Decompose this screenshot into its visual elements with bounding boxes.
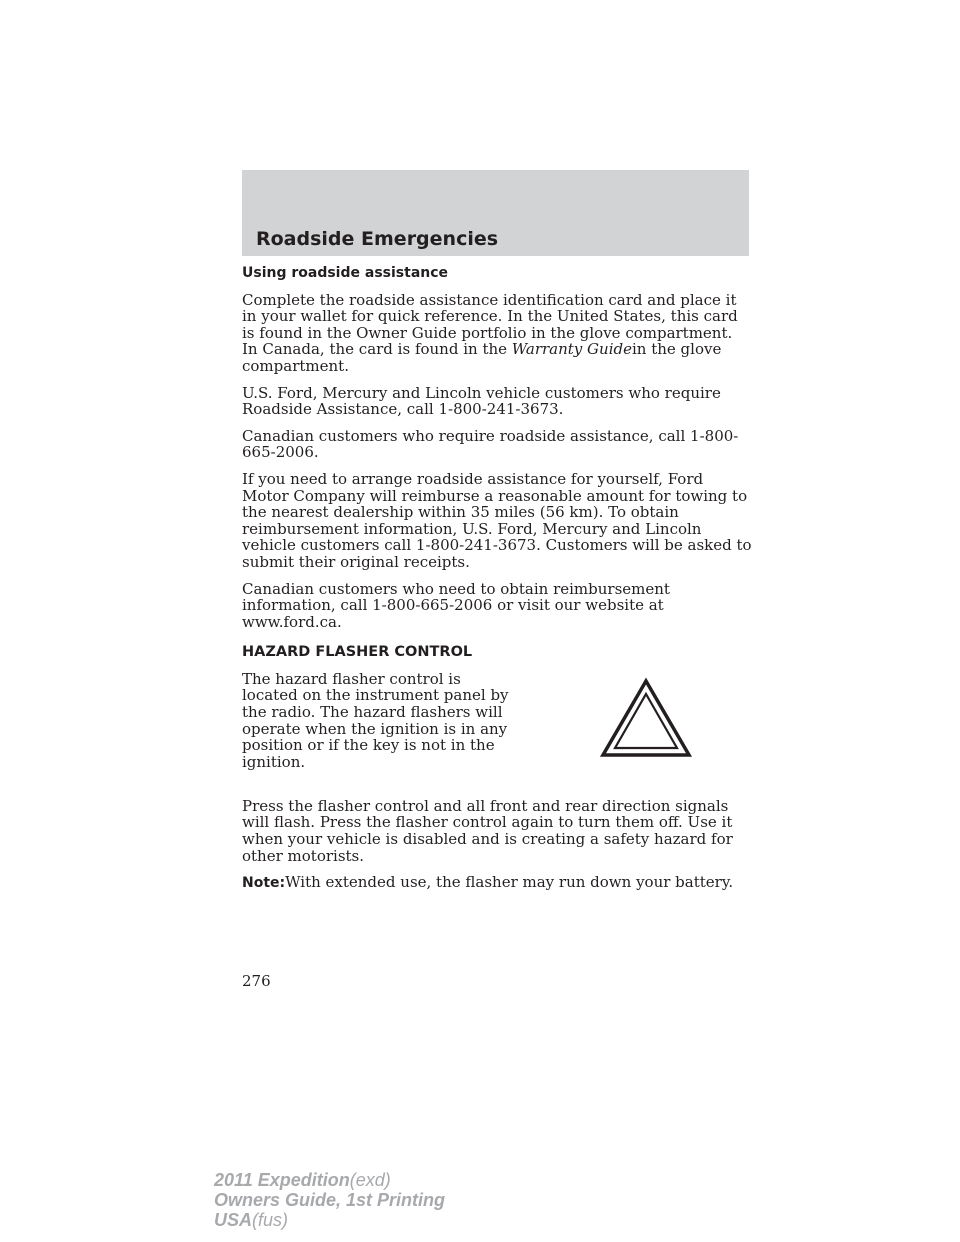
roadside-paragraph-card-text: Complete the roadside assistance identification card and place it in your wallet for quick reference. In the United States, this card is found in the Owner Guide portfolio in the glove compartment. In Canada, the card is found in the — [242, 290, 738, 359]
note-label: Note: — [242, 875, 286, 892]
roadside-heading: Using roadside assistance — [242, 265, 449, 281]
section-title: Roadside Emergencies — [256, 228, 499, 250]
hazard-intro-row — [242, 671, 752, 788]
footer-line-market — [214, 1210, 445, 1230]
roadside-paragraph-card — [242, 292, 752, 375]
document-footer — [214, 1170, 445, 1230]
note-text: With extended use, the flasher may run down your battery. — [285, 873, 734, 892]
hazard-paragraph: Press the flasher control and all front and rear direction signals will flash. Press the flasher control again to turn them off. Use it when your vehicle is disabled and is creating a safety hazard for other motorists. — [242, 796, 733, 865]
hazard-note — [242, 874, 752, 892]
warranty-guide-title: Warranty Guide — [511, 340, 632, 359]
footer-line-model — [214, 1170, 445, 1190]
roadside-paragraph-reimburse: If you need to arrange roadside assistance for yourself, Ford Motor Company will reimburse a reasonable amount for towing to the nearest dealership within 35 miles (56 km). To obtain reimbursement information, U.S. Ford, Mercury and Lincoln vehicle customers call 1-800-241-3673. Customers will be asked to submit their original receipts. — [242, 469, 752, 571]
roadside-paragraph-card-end: in the glove compartment. — [242, 340, 722, 375]
footer-model: 2011 Expedition — [214, 1170, 350, 1190]
page-content — [242, 265, 752, 902]
roadside-paragraph-us: U.S. Ford, Mercury and Lincoln vehicle customers who require Roadside Assistance, call 1-800-241-3673. — [242, 383, 721, 419]
hazard-heading: HAZARD FLASHER CONTROL — [242, 644, 473, 661]
roadside-paragraph-canada: Canadian customers who require roadside assistance, call 1-800-665-2006. — [242, 426, 739, 462]
footer-line-printing: Owners Guide, 1st Printing — [214, 1190, 446, 1210]
footer-market: USA — [214, 1210, 253, 1230]
footer-model-code: (exd) — [349, 1170, 391, 1190]
section-header-band — [242, 170, 749, 256]
roadside-paragraph-canada-reimburse: Canadian customers who need to obtain reimbursement information, call 1-800-665-2006 or visit our website at www.ford.ca. — [242, 579, 670, 631]
hazard-triangle-icon — [599, 677, 693, 759]
footer-market-code: (fus) — [252, 1210, 289, 1230]
hazard-intro: The hazard flasher control is located on the instrument panel by the radio. The hazard flashers will operate when the ignition is in any position or if the key is not in the ignition. — [242, 669, 509, 771]
page-number: 276 — [242, 972, 271, 990]
